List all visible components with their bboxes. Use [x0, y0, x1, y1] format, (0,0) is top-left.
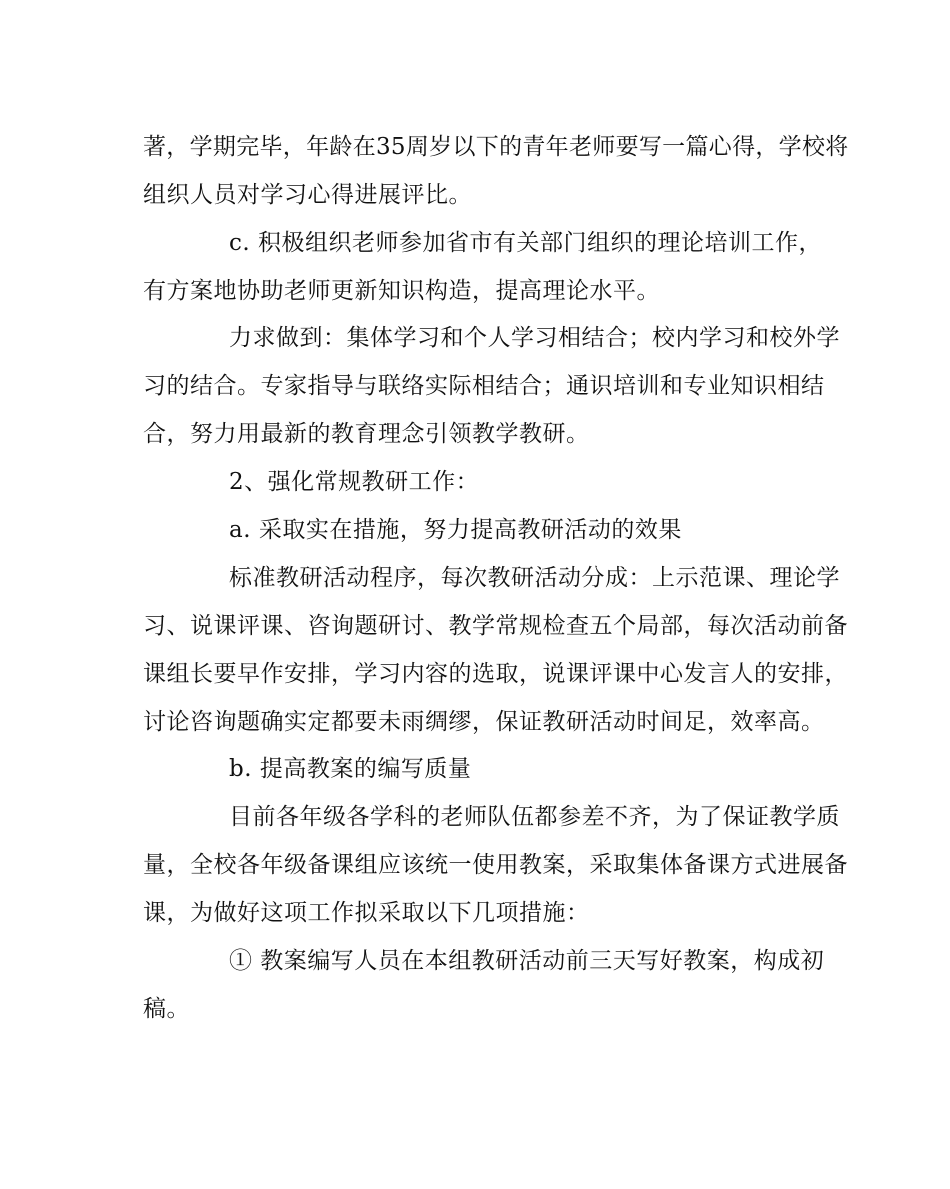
text-line: 讨论咨询题确实定都要未雨绸缪，保证教研活动时间足，效率高。 [143, 709, 825, 735]
paragraph-start: 力求做到：集体学习和个人学习相结合；校内学习和校外学 [229, 325, 840, 351]
text-line: 有方案地协助老师更新知识构造，提高理论水平。 [143, 278, 660, 304]
text-line: 习、说课评课、咨询题研讨、教学常规检查五个局部，每次活动前备 [143, 613, 848, 639]
paragraph-start: 标准教研活动程序，每次教研活动分成：上示范课、理论学 [229, 565, 840, 591]
text-line: 量，全校各年级备课组应该统一使用教案，采取集体备课方式进展备 [143, 852, 848, 878]
paragraph-start: 目前各年级各学科的老师队伍都参差不齐，为了保证教学质 [229, 804, 840, 830]
text-line: 合，努力用最新的教育理念引领教学教研。 [143, 421, 590, 447]
text-line: 稿。 [143, 996, 190, 1022]
list-item-a: a. 采取实在措施，努力提高教研活动的效果 [229, 517, 682, 543]
numbered-item-1: ① 教案编写人员在本组教研活动前三天写好教案，构成初 [229, 948, 825, 974]
text-line: 课，为做好这项工作拟采取以下几项措施： [143, 900, 590, 926]
list-item-b: b. 提高教案的编写质量 [229, 756, 472, 782]
list-item-c: c. 积极组织老师参加省市有关部门组织的理论培训工作， [229, 230, 823, 256]
text-line: 课组长要早作安排，学习内容的选取，说课评课中心发言人的安排， [143, 661, 848, 687]
text-line: 组织人员对学习心得进展评比。 [143, 182, 472, 208]
section-heading: 2、强化常规教研工作： [229, 469, 480, 495]
text-line: 著，学期完毕，年龄在35周岁以下的青年老师要写一篇心得，学校将 [143, 134, 849, 160]
text-line: 习的结合。专家指导与联络实际相结合；通识培训和专业知识相结 [143, 373, 825, 399]
